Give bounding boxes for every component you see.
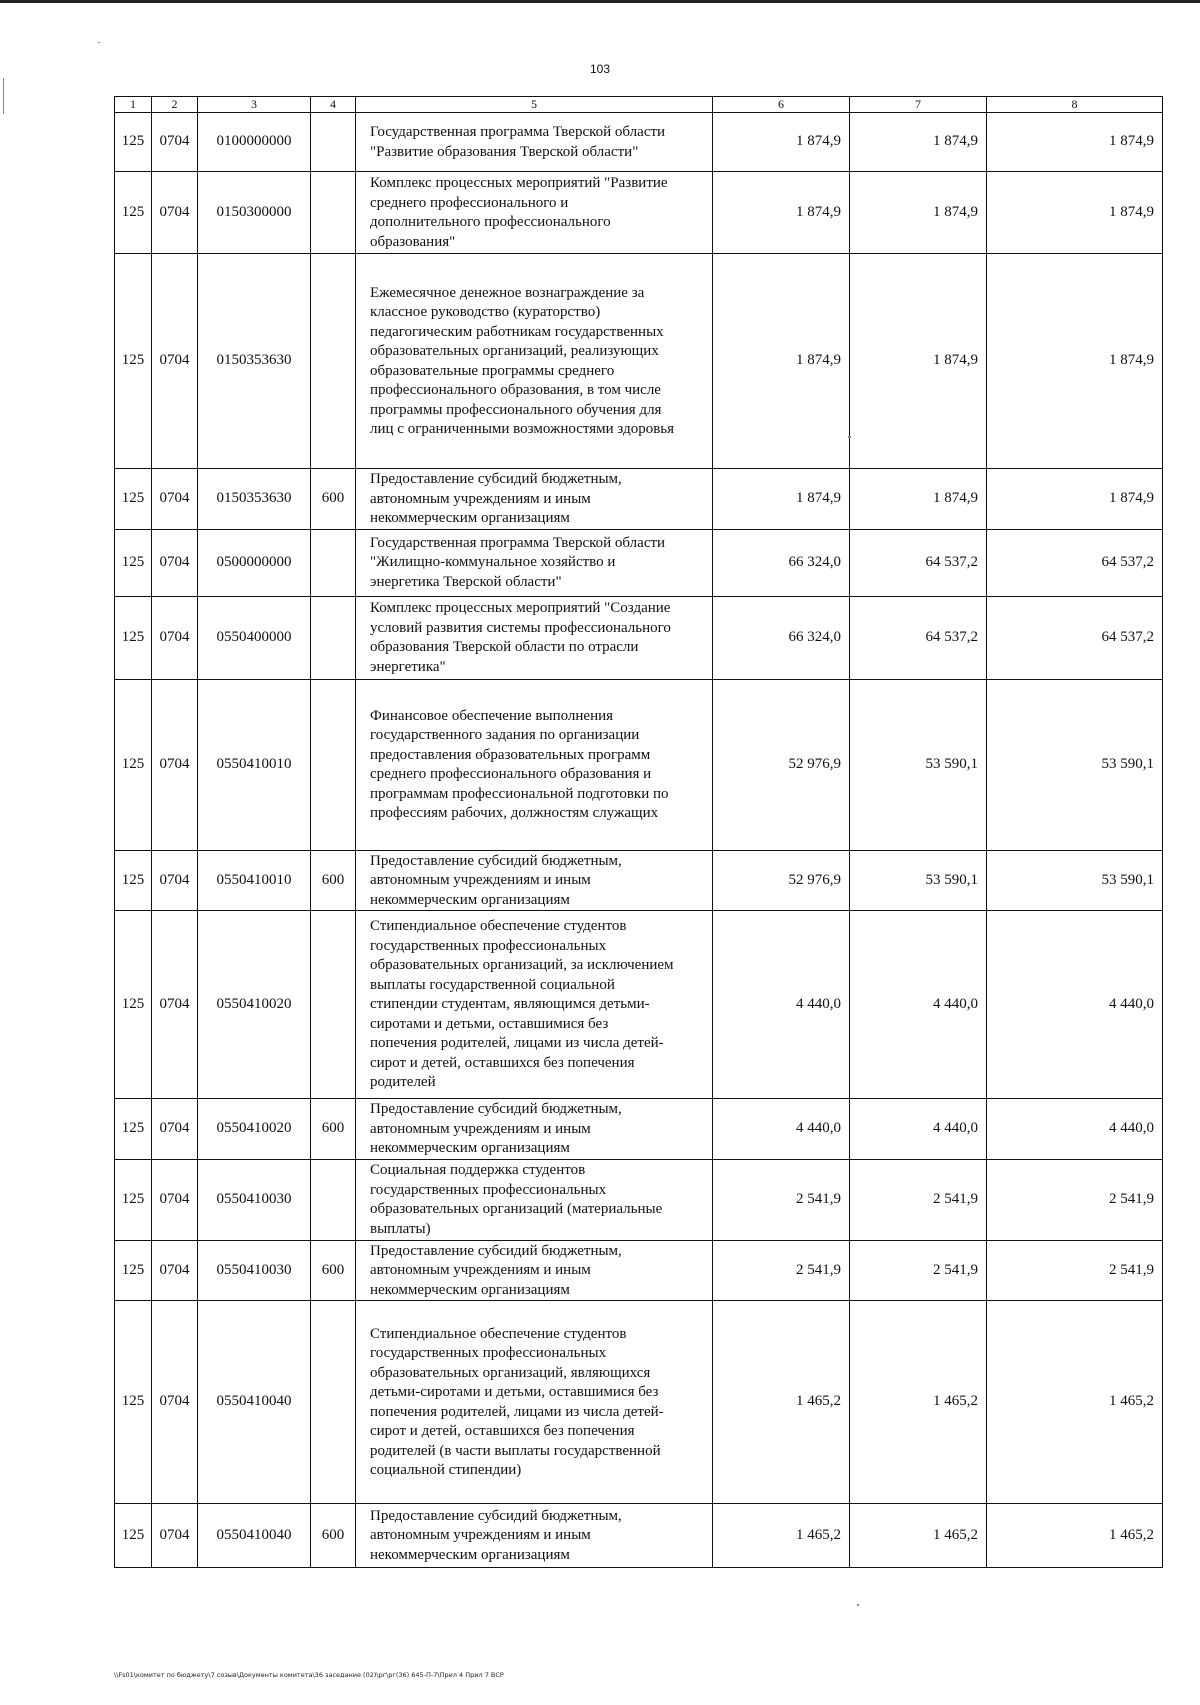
- description-line: социальной стипендии): [370, 1462, 522, 1478]
- description-cell: [356, 679, 713, 850]
- description-line: дополнительного профессионального: [370, 214, 611, 230]
- description-line: программы профессионального обучения для: [370, 401, 662, 418]
- amount-col7-cell: 1 874,9: [850, 254, 987, 469]
- column-number-row: [115, 97, 1163, 113]
- expense-type-cell: [311, 254, 356, 469]
- ved-code-cell: 125: [115, 911, 152, 1099]
- section-code-cell: 0704: [152, 679, 198, 850]
- description-cell: [356, 529, 713, 596]
- description-cell: [356, 596, 713, 679]
- amount-col6-cell: 1 465,2: [713, 1301, 850, 1504]
- table-row: [115, 679, 1163, 850]
- description-line: энергетика Тверской области": [370, 573, 562, 590]
- ved-code-cell: 125: [115, 113, 152, 172]
- description-line: Предоставление субсидий бюджетным,: [370, 471, 622, 487]
- description-line: некоммерческим организациям: [370, 1281, 570, 1298]
- expense-type-cell: [311, 911, 356, 1099]
- amount-col6-cell: 66 324,0: [713, 596, 850, 679]
- amount-col7-cell: 64 537,2: [850, 596, 987, 679]
- description-line: попечения родителей, лицами из числа детей-: [370, 1035, 664, 1052]
- description-line: условий развития системы профессионального: [370, 619, 671, 636]
- description-line: сиротами и детьми, оставшимися без: [370, 1015, 609, 1032]
- column-number-header: 1: [115, 97, 152, 113]
- table-row: [115, 1159, 1163, 1240]
- page-number: 103: [589, 62, 611, 76]
- expense-type-cell: 600: [311, 1504, 356, 1568]
- amount-col6-cell: 52 976,9: [713, 850, 850, 911]
- amount-col8-cell: 2 541,9: [987, 1159, 1163, 1240]
- target-article-cell: 0550410030: [198, 1159, 311, 1240]
- description-line: профессиям рабочих, должностям служащих: [370, 805, 659, 821]
- amount-col8-cell: 1 874,9: [987, 469, 1163, 530]
- target-article-cell: 0150353630: [198, 254, 311, 469]
- amount-col6-cell: 2 541,9: [713, 1240, 850, 1301]
- amount-col8-cell: 4 440,0: [987, 1099, 1163, 1160]
- description-line: некоммерческим организациям: [370, 1546, 570, 1563]
- column-number-header: 4: [311, 97, 356, 113]
- description-cell: [356, 254, 713, 469]
- expense-type-cell: [311, 1159, 356, 1240]
- ved-code-cell: 125: [115, 679, 152, 850]
- target-article-cell: 0550410040: [198, 1504, 311, 1568]
- amount-col6-cell: 1 874,9: [713, 469, 850, 530]
- ved-code-cell: 125: [115, 1301, 152, 1504]
- top-border-line: [0, 0, 1200, 3]
- description-line: автономным учреждениям и иным: [370, 872, 591, 888]
- amount-col6-cell: 1 465,2: [713, 1504, 850, 1568]
- description-line: выплаты государственной социальной: [370, 976, 615, 993]
- section-code-cell: 0704: [152, 1240, 198, 1301]
- column-number-header: 8: [987, 97, 1163, 113]
- description-line: образовательных организаций, за исключением: [370, 957, 674, 974]
- column-number-header: 3: [198, 97, 311, 113]
- description-line: государственных профессиональных: [370, 1181, 607, 1198]
- target-article-cell: 0550410040: [198, 1301, 311, 1504]
- expense-type-cell: [311, 596, 356, 679]
- column-number-header: 6: [713, 97, 850, 113]
- ved-code-cell: 125: [115, 1504, 152, 1568]
- amount-col8-cell: 1 874,9: [987, 113, 1163, 172]
- table-row: [115, 529, 1163, 596]
- section-code-cell: 0704: [152, 1099, 198, 1160]
- description-line: родителей (в части выплаты государственной: [370, 1442, 661, 1459]
- expense-type-cell: [311, 172, 356, 254]
- expense-type-cell: 600: [311, 850, 356, 911]
- amount-col7-cell: 64 537,2: [850, 529, 987, 596]
- description-line: автономным учреждениям и иным: [370, 490, 591, 507]
- amount-col7-cell: 2 541,9: [850, 1159, 987, 1240]
- target-article-cell: 0550410010: [198, 679, 311, 850]
- scan-speck: [848, 436, 851, 438]
- description-line: Предоставление субсидий бюджетным,: [370, 1101, 622, 1117]
- description-line: государственного задания по организации: [370, 727, 640, 743]
- ved-code-cell: 125: [115, 1099, 152, 1160]
- table-row: [115, 1099, 1163, 1160]
- description-line: государственных профессиональных: [370, 937, 607, 954]
- amount-col7-cell: 2 541,9: [850, 1240, 987, 1301]
- section-code-cell: 0704: [152, 113, 198, 172]
- description-line: автономным учреждениям и иным: [370, 1120, 591, 1137]
- description-line: образовательных организаций, реализующих: [370, 343, 659, 359]
- amount-col7-cell: 1 465,2: [850, 1504, 987, 1568]
- description-line: родителей: [370, 1074, 436, 1091]
- target-article-cell: 0550410020: [198, 1099, 311, 1160]
- amount-col6-cell: 52 976,9: [713, 679, 850, 850]
- description-line: энергетика": [370, 658, 446, 675]
- amount-col7-cell: 53 590,1: [850, 850, 987, 911]
- description-line: Предоставление субсидий бюджетным,: [370, 1242, 622, 1259]
- expense-type-cell: [311, 113, 356, 172]
- description-line: среднего профессионального образования и: [370, 766, 652, 782]
- description-cell: [356, 850, 713, 911]
- ved-code-cell: 125: [115, 596, 152, 679]
- scan-speck: [98, 42, 100, 43]
- section-code-cell: 0704: [152, 1504, 198, 1568]
- section-code-cell: 0704: [152, 529, 198, 596]
- ved-code-cell: 125: [115, 254, 152, 469]
- description-cell: [356, 1504, 713, 1568]
- table-row: [115, 1240, 1163, 1301]
- amount-col6-cell: 2 541,9: [713, 1159, 850, 1240]
- description-line: сирот и детей, оставшихся без попечения: [370, 1054, 635, 1071]
- amount-col8-cell: 1 465,2: [987, 1301, 1163, 1504]
- amount-col7-cell: 1 874,9: [850, 172, 987, 254]
- amount-col6-cell: 1 874,9: [713, 254, 850, 469]
- amount-col7-cell: 53 590,1: [850, 679, 987, 850]
- table-row: [115, 113, 1163, 172]
- amount-col8-cell: 4 440,0: [987, 911, 1163, 1099]
- description-line: лиц с ограниченными возможностями здоровья: [370, 421, 675, 437]
- column-number-header: 2: [152, 97, 198, 113]
- table-row: [115, 1504, 1163, 1568]
- amount-col7-cell: 1 465,2: [850, 1301, 987, 1504]
- description-cell: [356, 172, 713, 254]
- amount-col7-cell: 4 440,0: [850, 911, 987, 1099]
- description-line: образования": [370, 233, 456, 250]
- amount-col7-cell: 1 874,9: [850, 469, 987, 530]
- description-line: предоставления образовательных программ: [370, 746, 651, 763]
- description-line: Государственная программа Тверской области: [370, 124, 666, 140]
- description-line: "Жилищно-коммунальное хозяйство и: [370, 554, 616, 571]
- target-article-cell: 0550400000: [198, 596, 311, 679]
- description-cell: [356, 113, 713, 172]
- description-line: Предоставление субсидий бюджетным,: [370, 1507, 622, 1524]
- table-row: [115, 172, 1163, 254]
- amount-col8-cell: 1 874,9: [987, 172, 1163, 254]
- budget-table: [114, 96, 1163, 1568]
- target-article-cell: 0500000000: [198, 529, 311, 596]
- table-row: [115, 1301, 1163, 1504]
- ved-code-cell: 125: [115, 1240, 152, 1301]
- expense-type-cell: 600: [311, 1240, 356, 1301]
- description-cell: [356, 911, 713, 1099]
- ved-code-cell: 125: [115, 172, 152, 254]
- description-line: Ежемесячное денежное вознаграждение за: [370, 284, 645, 301]
- amount-col7-cell: 4 440,0: [850, 1099, 987, 1160]
- target-article-cell: 0550410020: [198, 911, 311, 1099]
- scan-speck: [3, 78, 4, 114]
- description-line: государственных профессиональных: [370, 1345, 607, 1361]
- description-line: попечения родителей, лицами из числа детей-: [370, 1403, 664, 1420]
- description-line: стипендии студентам, являющимся детьми-: [370, 996, 650, 1013]
- table-body: [115, 113, 1163, 1568]
- section-code-cell: 0704: [152, 469, 198, 530]
- description-cell: [356, 1301, 713, 1504]
- amount-col8-cell: 53 590,1: [987, 850, 1163, 911]
- section-code-cell: 0704: [152, 911, 198, 1099]
- description-line: некоммерческим организациям: [370, 510, 570, 526]
- description-line: программам профессиональной подготовки по: [370, 785, 669, 802]
- scan-speck: [857, 1604, 859, 1606]
- description-cell: [356, 1099, 713, 1160]
- description-line: сирот и детей, оставшихся без попечения: [370, 1423, 635, 1439]
- target-article-cell: 0150353630: [198, 469, 311, 530]
- description-cell: [356, 1240, 713, 1301]
- amount-col6-cell: 4 440,0: [713, 1099, 850, 1160]
- description-line: Стипендиальное обеспечение студентов: [370, 918, 627, 935]
- description-line: Государственная программа Тверской области: [370, 534, 666, 551]
- ved-code-cell: 125: [115, 850, 152, 911]
- description-line: некоммерческим организациям: [370, 1140, 570, 1156]
- target-article-cell: 0100000000: [198, 113, 311, 172]
- amount-col8-cell: 64 537,2: [987, 529, 1163, 596]
- column-number-header: 7: [850, 97, 987, 113]
- description-line: Комплекс процессных мероприятий "Создание: [370, 600, 671, 616]
- target-article-cell: 0550410010: [198, 850, 311, 911]
- target-article-cell: 0550410030: [198, 1240, 311, 1301]
- section-code-cell: 0704: [152, 1301, 198, 1504]
- section-code-cell: 0704: [152, 172, 198, 254]
- description-line: детьми-сиротами и детьми, оставшимися без: [370, 1384, 659, 1400]
- table-row: [115, 254, 1163, 469]
- description-line: Предоставление субсидий бюджетным,: [370, 852, 622, 869]
- section-code-cell: 0704: [152, 850, 198, 911]
- expense-type-cell: 600: [311, 469, 356, 530]
- description-line: автономным учреждениям и иным: [370, 1262, 591, 1278]
- ved-code-cell: 125: [115, 1159, 152, 1240]
- expense-type-cell: [311, 529, 356, 596]
- description-line: педагогическим работникам государственных: [370, 323, 664, 340]
- amount-col8-cell: 1 874,9: [987, 254, 1163, 469]
- description-line: профессионального образования, в том числе: [370, 382, 661, 398]
- amount-col6-cell: 4 440,0: [713, 911, 850, 1099]
- expense-type-cell: [311, 1301, 356, 1504]
- description-line: Стипендиальное обеспечение студентов: [370, 1325, 627, 1342]
- description-cell: [356, 1159, 713, 1240]
- description-line: образовательные программы среднего: [370, 362, 615, 379]
- description-line: Социальная поддержка студентов: [370, 1162, 586, 1178]
- ved-code-cell: 125: [115, 469, 152, 530]
- section-code-cell: 0704: [152, 254, 198, 469]
- table-row: [115, 911, 1163, 1099]
- amount-col8-cell: 53 590,1: [987, 679, 1163, 850]
- ved-code-cell: 125: [115, 529, 152, 596]
- target-article-cell: 0150300000: [198, 172, 311, 254]
- description-line: автономным учреждениям и иным: [370, 1527, 591, 1544]
- description-line: "Развитие образования Тверской области": [370, 143, 639, 160]
- expense-type-cell: 600: [311, 1099, 356, 1160]
- amount-col8-cell: 64 537,2: [987, 596, 1163, 679]
- column-number-header: 5: [356, 97, 713, 113]
- section-code-cell: 0704: [152, 596, 198, 679]
- description-line: некоммерческим организациям: [370, 891, 570, 908]
- amount-col6-cell: 1 874,9: [713, 172, 850, 254]
- section-code-cell: 0704: [152, 1159, 198, 1240]
- table-row: [115, 850, 1163, 911]
- description-line: образовательных организаций, являющихся: [370, 1364, 651, 1381]
- description-line: Финансовое обеспечение выполнения: [370, 707, 614, 724]
- description-cell: [356, 469, 713, 530]
- description-line: среднего профессионального и: [370, 194, 569, 211]
- description-line: Комплекс процессных мероприятий "Развитие: [370, 175, 668, 191]
- table-row: [115, 596, 1163, 679]
- file-path-footer: \\Fs01\комитет по бюджету\7 созыв\Документы комитета\36 заседание (02)\рг\рг(36) 645-П-7\Прил 4 Прил 7 ВСР: [114, 1671, 504, 1679]
- amount-col8-cell: 2 541,9: [987, 1240, 1163, 1301]
- amount-col6-cell: 66 324,0: [713, 529, 850, 596]
- description-line: классное руководство (кураторство): [370, 304, 601, 320]
- amount-col7-cell: 1 874,9: [850, 113, 987, 172]
- table-row: [115, 469, 1163, 530]
- amount-col8-cell: 1 465,2: [987, 1504, 1163, 1568]
- expense-type-cell: [311, 679, 356, 850]
- amount-col6-cell: 1 874,9: [713, 113, 850, 172]
- description-line: выплаты): [370, 1220, 431, 1237]
- description-line: образования Тверской области по отрасли: [370, 639, 639, 655]
- description-line: образовательных организаций (материальные: [370, 1201, 663, 1217]
